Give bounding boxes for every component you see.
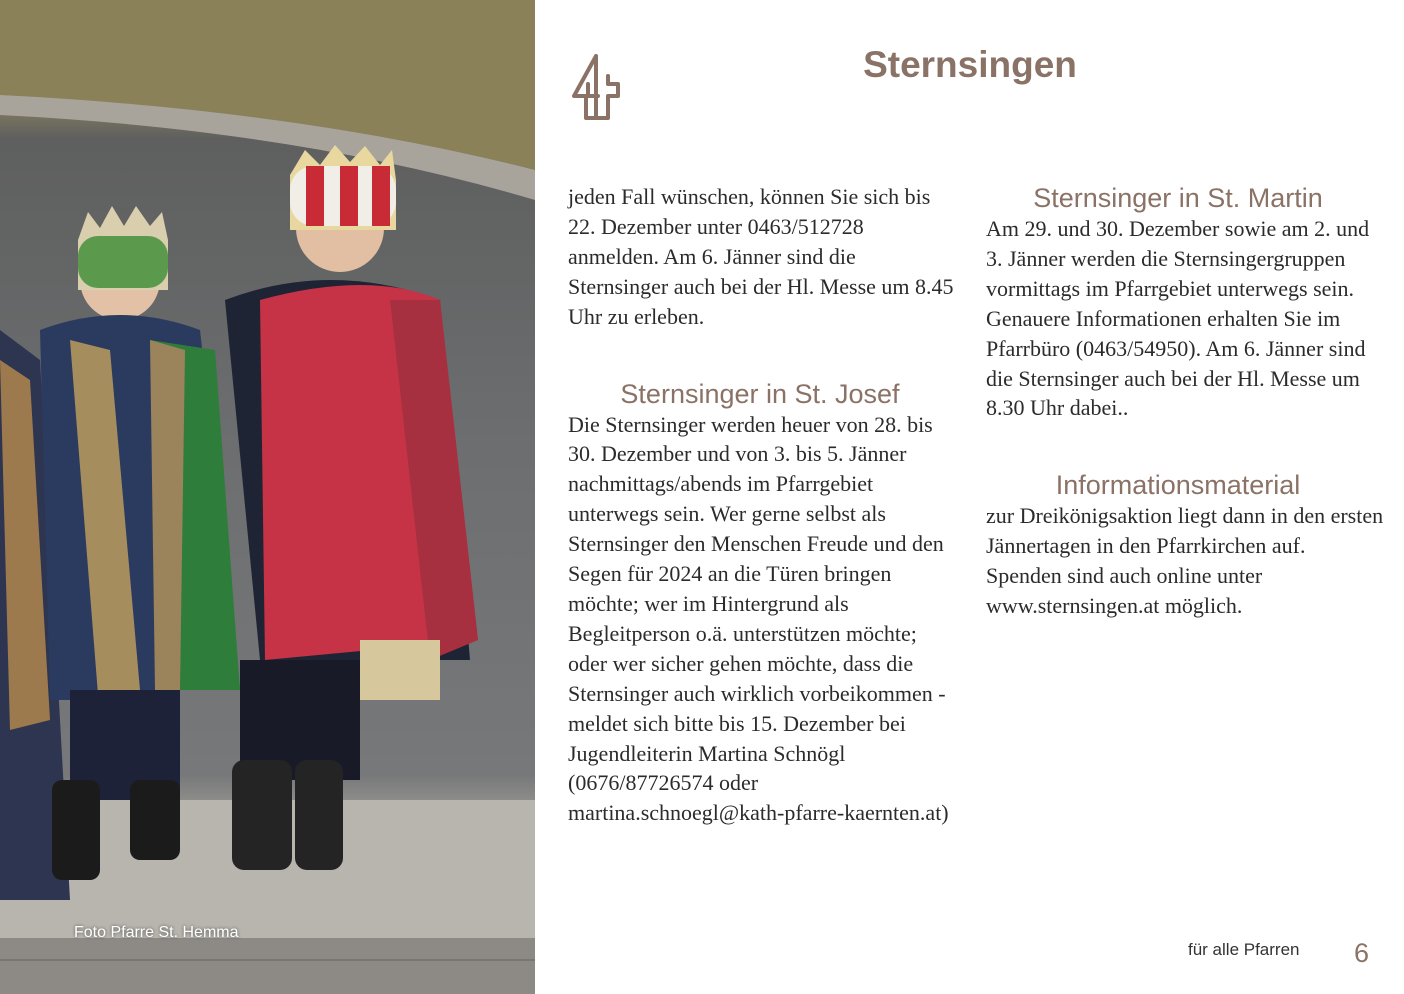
- photo-illustration: [0, 0, 535, 994]
- footer-label: für alle Pfarren: [1188, 940, 1300, 959]
- section-heading-st-josef: Sternsinger in St. Josef: [620, 378, 900, 409]
- right-column: [986, 182, 1386, 621]
- section-heading-st-martin: Sternsinger in St. Martin: [1033, 183, 1323, 213]
- photo-credit: Foto Pfarre St. Hemma: [74, 924, 239, 941]
- photo-star-singers: [0, 0, 535, 994]
- st-josef-paragraph: Die Sternsinger werden heuer von 28. bis 30. Dezember und von 3. bis 5. Jänner nachmittags/abends im Pfarrgebiet unterwegs sein. Wer gerne selbst als Sternsinger den Menschen Freude und den Segen für 2024 an die Türen bringen möchte; wer im Hintergrund als Begleitperson o.ä. unterstützen möchte; oder wer sicher gehen möchte, dass die Sternsinger auch wirklich vorbeikommen - meldet sich bitte bis 15. Dezember bei Jugendleiterin Martina Schnögl (0676/87726574 oder martina.schnoegl@kath-pfarre-kaernten.at): [568, 411, 949, 826]
- left-column: [568, 182, 960, 828]
- page-number: 6: [1354, 938, 1370, 968]
- section-heading-informationsmaterial: Informationsmaterial: [1055, 470, 1301, 501]
- page-title: Sternsingen: [863, 44, 1077, 85]
- st-martin-paragraph: Am 29. und 30. Dezember sowie am 2. und 3. Jänner werden die Sternsingergruppen vormittags im Pfarrgebiet unterwegs sein. Genauere Informationen erhalten Sie im Pfarrbüro (0463/54950). Am 6. Jänner sind die Sternsinger auch bei der Hl. Messe um 8.30 Uhr dabei..: [986, 216, 1370, 421]
- info-paragraph: zur Dreikönigsaktion liegt dann in den ersten Jännertagen in den Pfarrkirchen auf. Spenden sind auch online unter www.sternsingen.at möglich.: [986, 503, 1384, 619]
- intro-paragraph: jeden Fall wünschen, können Sie sich bis 22. Dezember unter 0463/512728 anmelden. Am 6. Jänner sind die Sternsinger auch bei der Hl. Messe um 8.45 Uhr zu erleben.: [568, 184, 954, 329]
- cross-4-logo-icon: [566, 52, 622, 124]
